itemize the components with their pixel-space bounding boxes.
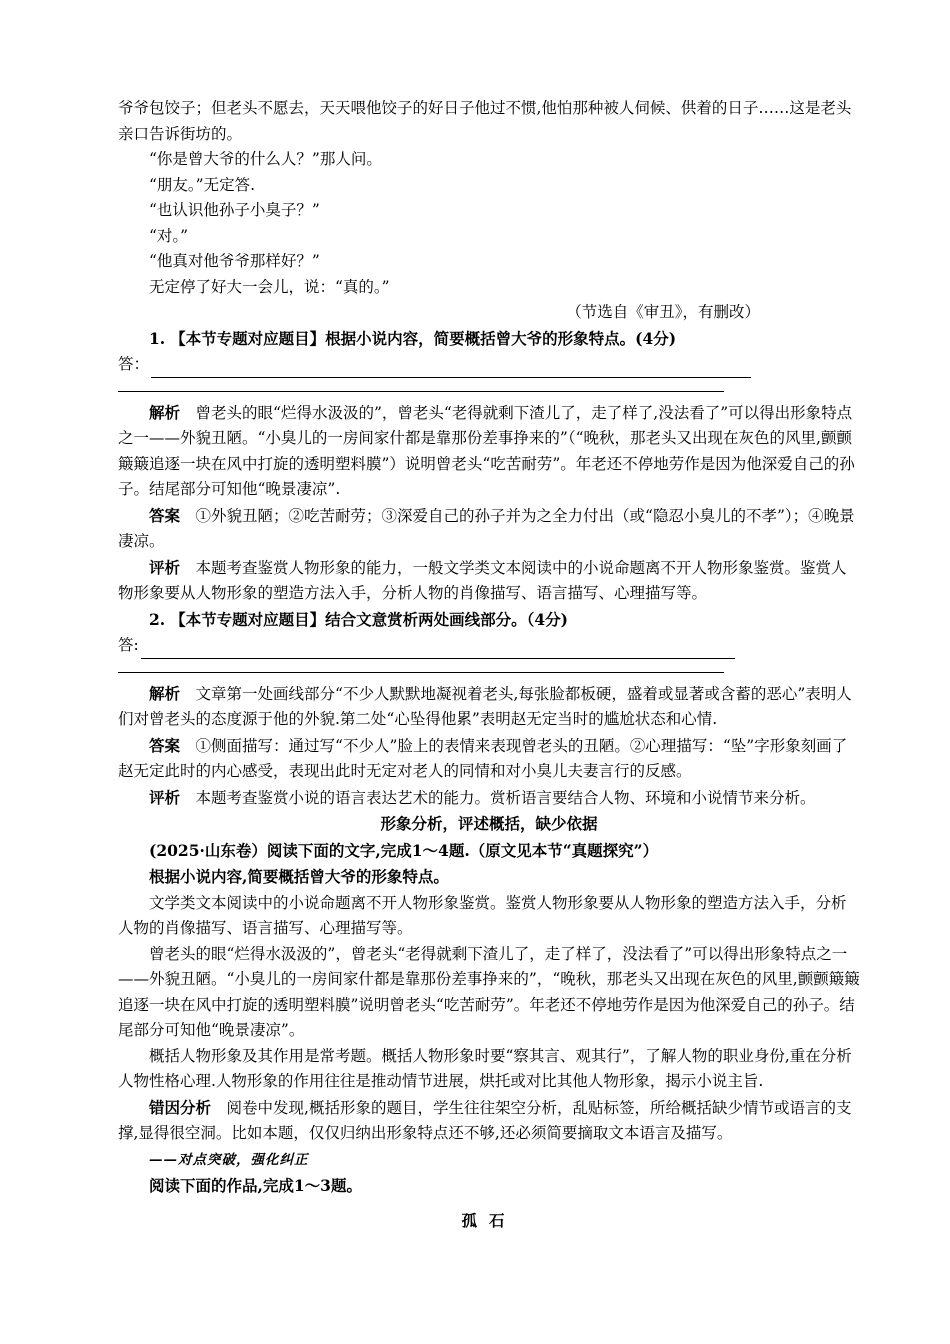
error-analysis-text: 阅卷中发现,概括形象的题目，学生往往架空分析，乱贴标签，所给概括缺少情节或语言的支撑,显得很空洞。比如本题，仅仅归纳出形象特点还不够,还必须简要摘取文本语言及描写。 — [118, 1098, 852, 1142]
answer-prefix: 答: — [118, 636, 139, 654]
section-heading: 形象分析，评述概括，缺少依据 — [380, 814, 598, 833]
dialogue-line: “对。” — [149, 226, 189, 245]
answer-key-text: ①外貌丑陋；②吃苦耐劳；③深爱自己的孙子并为之全力付出（或“隐忍小臭儿的不孝”）；④晚景凄凉。 — [118, 506, 855, 550]
question-number: 2. — [149, 609, 166, 629]
dialogue-line: “你是曾大爷的什么人？”那人问。 — [149, 150, 382, 168]
section-question: 根据小说内容,简要概括曾大爷的形象特点。 — [149, 867, 449, 886]
analysis-text: 文章第一处画线部分“不少人默默地凝视着老头,每张脸都板硬，盛着或显著或含蓄的恶心”表明人们对曾老头的态度源于他的外貌.第二处“心坠得他累”表明赵无定当时的尴尬状态和心情. — [118, 684, 852, 728]
question-number: 1. — [149, 328, 166, 348]
document-page — [118, 96, 860, 1233]
answer-key-paragraph — [118, 733, 860, 785]
dialogue-line: “也认识他孙子小臭子？” — [149, 201, 320, 219]
question-text: 结合文意赏析两处画线部分。（4分) — [325, 609, 569, 629]
question-tag: 【本节专题对应题目】 — [170, 328, 326, 348]
answer-line — [118, 352, 860, 378]
question-text: 根据小说内容，简要概括曾大爷的形象特点。(4分) — [325, 328, 677, 348]
dialogue-line: “他真对他爷爷那样好？” — [149, 252, 320, 270]
error-analysis-label: 错因分析 — [149, 1097, 212, 1117]
section-source: (2025·山东卷）阅读下面的文字,完成1～4题.（原文见本节“真题探究”） — [149, 840, 659, 860]
analysis-paragraph — [118, 681, 860, 733]
section-paragraph: 概括人物形象及其作用是常考题。概括人物形象时要“察其言、观其行”，了解人物的职业身份,重在分析人物性格心理.人物形象的作用往往是推动情节进展，烘托或对比其他人物形象，揭示小说主旨. — [118, 1046, 852, 1090]
answer-blank[interactable] — [141, 642, 735, 659]
analysis-label: 解析 — [149, 402, 181, 422]
story-paragraph: 爷爷包饺子；但老头不愿去，天天喂他饺子的好日子他过不惯,他怕那种被人伺候、供着的日子……这是老头亲口告诉街坊的。 — [118, 99, 852, 143]
source-citation: （节选自《审丑》，有删改） — [566, 303, 760, 321]
comment-label: 评析 — [149, 557, 181, 577]
answer-blank-line[interactable] — [118, 378, 860, 400]
comment-text: 本题考查鉴赏小说的语言表达艺术的能力。赏析语言要结合人物、环境和小说情节来分析。 — [195, 788, 816, 807]
comment-paragraph — [118, 785, 860, 812]
analysis-paragraph — [118, 400, 860, 503]
comment-text: 本题考查鉴赏人物形象的能力，一般文学类文本阅读中的小说命题离不开人物形象鉴赏。鉴赏人物形象要从人物形象的塑造方法入手，分析人物的肖像描写、语言描写、心理描写等。 — [118, 558, 847, 602]
drill-instruction: 阅读下面的作品,完成1～3题。 — [149, 1176, 362, 1195]
question-2 — [118, 607, 860, 634]
drill-label: ——对点突破，强化纠正 — [149, 1151, 309, 1168]
answer-line — [118, 633, 860, 659]
section-paragraph: 文学类文本阅读中的小说命题离不开人物形象鉴赏。鉴赏人物形象要从人物形象的塑造方法入手，分析人物的肖像描写、语言描写、心理描写等。 — [118, 893, 847, 937]
next-passage-title: 孤石 — [461, 1210, 517, 1230]
answer-key-paragraph — [118, 503, 860, 555]
error-analysis-paragraph — [118, 1095, 860, 1147]
dialogue-line: “朋友。”无定答. — [149, 175, 256, 194]
analysis-label: 解析 — [149, 683, 181, 703]
answer-prefix: 答： — [118, 355, 150, 373]
comment-label: 评析 — [149, 787, 181, 807]
answer-blank[interactable] — [151, 361, 751, 378]
question-1 — [118, 326, 860, 353]
answer-key-text: ①侧面描写：通过写“不少人”脸上的表情来表现曾老头的丑陋。②心理描写：“坠”字形象刻画了赵无定此时的内心感受，表现出此时无定对老人的同情和对小臭儿夫妻言行的反感。 — [118, 736, 848, 780]
answer-blank-line[interactable] — [118, 659, 860, 681]
comment-paragraph — [118, 555, 860, 607]
answer-key-label: 答案 — [149, 505, 181, 525]
section-paragraph: 曾老头的眼“烂得水汲汲的”，曾老头“老得就剩下渣儿了，走了样了，没法看了”可以得出形象特点之一——外貌丑陋。“小臭儿的一房间家什都是靠那份差事挣来的”，“晚秋，那老头又出现在灰色的风里,颤颤簸簸追逐一块在风中打旋的透明塑料膜”说明曾老头“吃苦耐劳”。年老还不停地劳作是因为他深爱自己的孙子。结尾部分可知他“晚景凄凉”。 — [118, 944, 860, 1039]
analysis-text: 曾老头的眼“烂得水汲汲的”，曾老头“老得就剩下渣儿了，走了样了,没法看了”可以得出形象特点之一——外貌丑陋。“小臭儿的一房间家什都是靠那份差事挣来的”（“晚秋，那老头又出现在灰色的风里,颤颤簸簸追逐一块在风中打旋的透明塑料膜”）说明曾老头“吃苦耐劳”。年老还不停地劳作是因为他深爱自己的孙子。结尾部分可知他“晚景凄凉”. — [118, 403, 855, 498]
question-tag: 【本节专题对应题目】 — [170, 609, 326, 629]
answer-key-label: 答案 — [149, 735, 181, 755]
dialogue-line: 无定停了好大一会儿，说：“真的。” — [149, 277, 390, 296]
